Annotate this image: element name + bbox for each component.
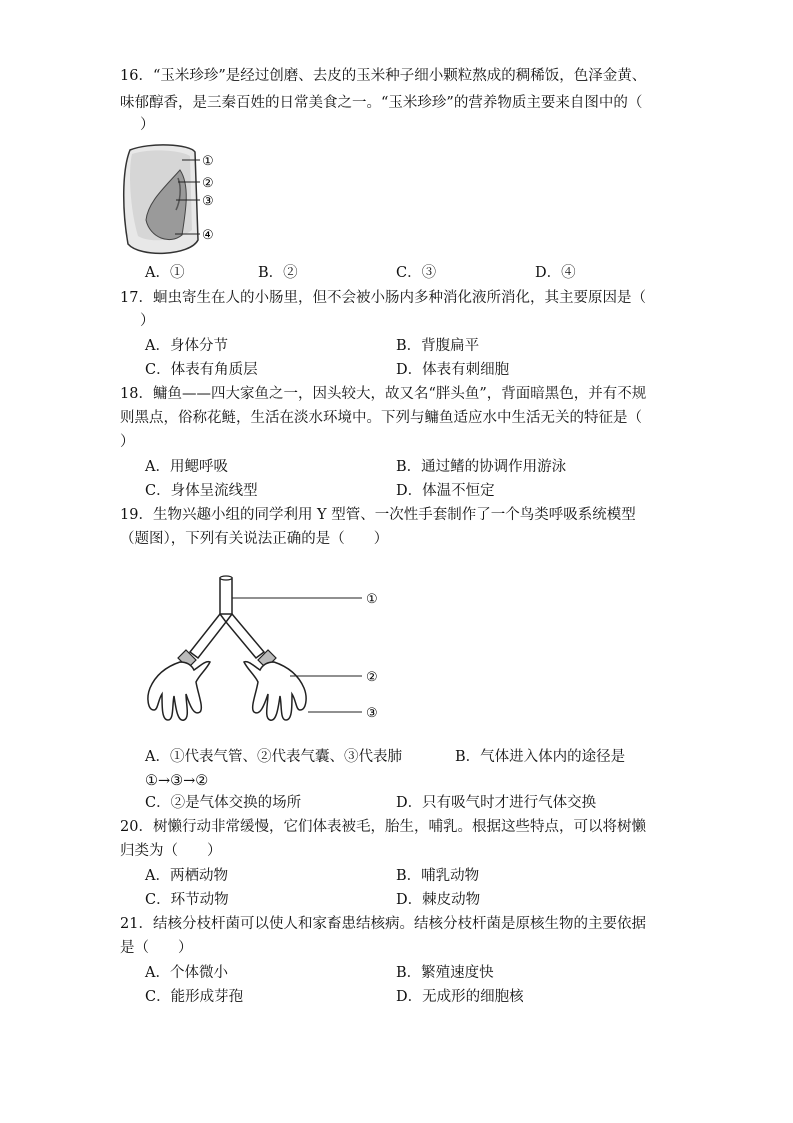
q18-stem-line1: 18．鳙鱼——四大家鱼之一，因头较大，故又名“胖头鱼”，背面暗黑色，并有不规 <box>120 386 647 402</box>
fig19-label-2: ② <box>366 670 378 685</box>
right-glove <box>244 662 306 721</box>
q21-stem-line1: 21．结核分枝杆菌可以使人和家畜患结核病。结核分枝杆菌是原核生物的主要依据 <box>120 916 646 932</box>
q19-option-d[interactable]: D．只有吸气时才进行气体交换 <box>396 795 597 811</box>
q20-stem-line1: 20．树懒行动非常缓慢，它们体表被毛，胎生，哺乳。根据这些特点，可以将树懒 <box>120 819 646 835</box>
q20-option-b[interactable]: B．哺乳动物 <box>396 868 480 884</box>
q19-option-a[interactable]: A．①代表气管、②代表气囊、③代表肺 <box>145 749 402 765</box>
q18-stem-line2: 则黑点，俗称花鲢，生活在淡水环境中。下列与鳙鱼适应水中生活无关的特征是（ <box>120 410 642 426</box>
q19-option-b[interactable]: B．气体进入体内的途径是 <box>455 749 626 765</box>
fig16-label-3: ③ <box>202 194 214 209</box>
q16-option-b[interactable]: B．② <box>258 265 298 281</box>
q16-stem-line1: 16．“玉米珍珍”是经过创磨、去皮的玉米种子细小颗粒熬成的稠稀饭，色泽金黄、 <box>120 68 647 84</box>
y-tube-left-branch <box>190 614 226 658</box>
q16-stem-line3: ） <box>140 117 155 133</box>
q21-option-a[interactable]: A．个体微小 <box>145 965 228 981</box>
q21-option-c[interactable]: C．能形成芽孢 <box>145 989 244 1005</box>
q17-option-b[interactable]: B．背腹扁平 <box>396 338 480 354</box>
q17-stem-line2: ） <box>140 313 155 329</box>
q19-option-b-continued: ①→③→② <box>145 773 209 789</box>
q20-stem-line2: 归类为（ ） <box>120 843 222 859</box>
q16-stem-line2: 味郁醇香，是三秦百姓的日常美食之一。“玉米珍珍”的营养物质主要来自图中的（ <box>120 95 643 111</box>
q18-option-c[interactable]: C．身体呈流线型 <box>145 483 258 499</box>
q20-option-a[interactable]: A．两栖动物 <box>145 868 228 884</box>
fig16-label-1: ① <box>202 154 214 169</box>
q16-option-c[interactable]: C．③ <box>396 265 437 281</box>
q16-option-d[interactable]: D．④ <box>535 265 576 281</box>
fig16-label-2: ② <box>202 176 214 191</box>
q17-stem-line1: 17．蛔虫寄生在人的小肠里，但不会被小肠内多种消化液所消化，其主要原因是（ <box>120 290 646 306</box>
q16-option-a[interactable]: A．① <box>145 265 185 281</box>
q18-option-d[interactable]: D．体温不恒定 <box>396 483 495 499</box>
q17-option-c[interactable]: C．体表有角质层 <box>145 362 258 378</box>
q21-option-d[interactable]: D．无成形的细胞核 <box>396 989 524 1005</box>
fig19-label-3: ③ <box>366 706 378 721</box>
fig19-label-1: ① <box>366 592 378 607</box>
q17-option-a[interactable]: A．身体分节 <box>145 338 228 354</box>
q20-option-c[interactable]: C．环节动物 <box>145 892 229 908</box>
bird-respiratory-model-diagram <box>140 570 400 735</box>
corn-seed-diagram <box>120 140 230 260</box>
q18-option-a[interactable]: A．用鳃呼吸 <box>145 459 228 475</box>
fig16-label-4: ④ <box>202 228 214 243</box>
q21-stem-line2: 是（ ） <box>120 940 193 956</box>
q19-stem-line2: （题图），下列有关说法正确的是（ ） <box>120 531 389 547</box>
q17-option-d[interactable]: D．体表有刺细胞 <box>396 362 510 378</box>
q20-option-d[interactable]: D．棘皮动物 <box>396 892 481 908</box>
q19-option-c[interactable]: C．②是气体交换的场所 <box>145 795 302 811</box>
left-glove <box>148 662 210 721</box>
q19-stem-line1: 19．生物兴趣小组的同学利用 Y 型管、一次性手套制作了一个鸟类呼吸系统模型 <box>120 507 636 523</box>
q18-stem-line3: ） <box>120 434 135 450</box>
y-tube-right-branch <box>226 614 264 658</box>
y-tube-stem <box>220 578 232 614</box>
q21-option-b[interactable]: B．繁殖速度快 <box>396 965 494 981</box>
q18-option-b[interactable]: B．通过鳍的协调作用游泳 <box>396 459 567 475</box>
